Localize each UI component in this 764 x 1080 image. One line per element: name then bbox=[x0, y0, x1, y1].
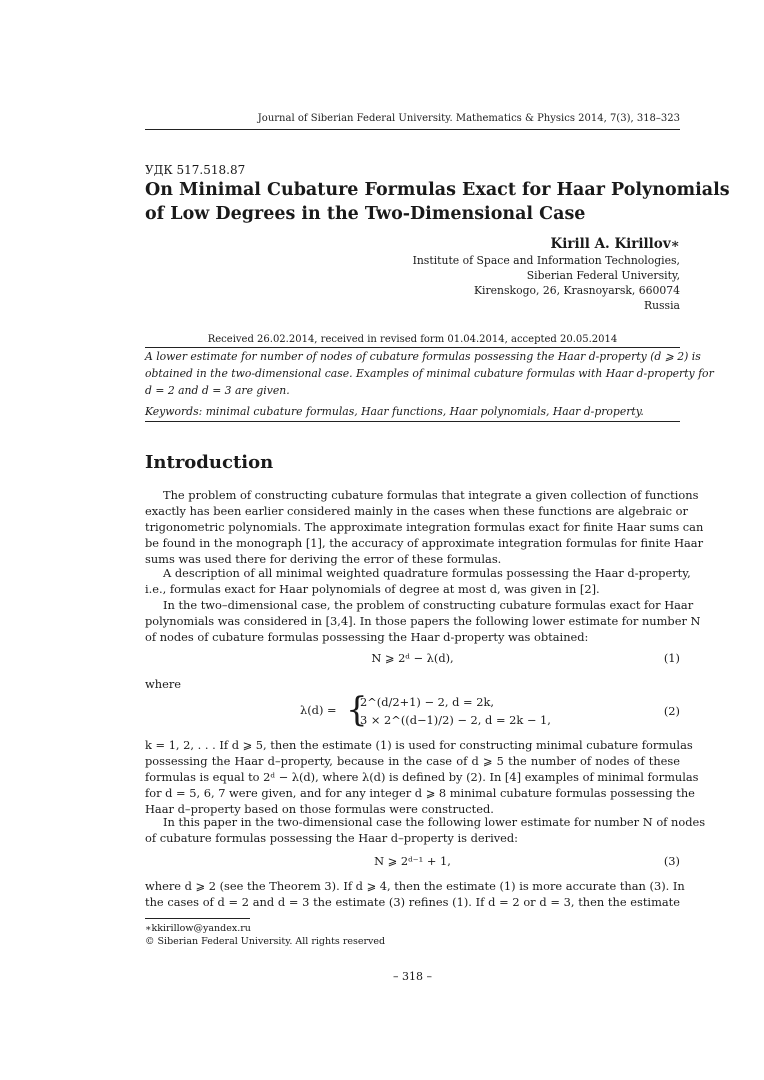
text-line: In the two–dimensional case, the problem of constructing cubature formulas exact for Haar bbox=[163, 598, 694, 612]
paragraph-6 bbox=[145, 878, 685, 910]
equation-3 bbox=[145, 854, 680, 872]
affiliation-line: Russia bbox=[643, 299, 680, 312]
affiliation-line: Kirenskogo, 26, Krasnoyarsk, 660074 bbox=[473, 284, 680, 297]
received-dates: Received 26.02.2014, received in revised form 01.04.2014, accepted 20.05.2014 bbox=[207, 334, 618, 345]
title-line-2: of Low Degrees in the Two-Dimensional Case bbox=[145, 204, 586, 224]
affiliation bbox=[380, 253, 680, 313]
equation-1-body: N ⩾ 2ᵈ − λ(d), bbox=[371, 651, 454, 665]
abstract-line: obtained in the two-dimensional case. Examples of minimal cubature formulas with Haar d-property for bbox=[145, 367, 714, 380]
journal-header: Journal of Siberian Federal University. Mathematics & Physics 2014, 7(3), 318–323 bbox=[257, 113, 680, 124]
title-line-1: On Minimal Cubature Formulas Exact for Haar Polynomials bbox=[145, 180, 730, 200]
abstract bbox=[145, 348, 714, 399]
text-line: trigonometric polynomials. The approximate integration formulas exact for finite Haar sums can bbox=[145, 520, 704, 534]
text-line: be found in the monograph [1], the accuracy of approximate integration formulas for finite Haar bbox=[145, 536, 704, 550]
abstract-line: d = 2 and d = 3 are given. bbox=[145, 384, 290, 397]
author-name: Kirill A. Kirillov∗ bbox=[550, 236, 680, 252]
text-line: of cubature formulas possessing the Haar d–property is derived: bbox=[145, 831, 519, 845]
text-line: sums was used there for deriving the error of these formulas. bbox=[145, 552, 502, 566]
text-line: A description of all minimal weighted quadrature formulas possessing the Haar d-property, bbox=[163, 566, 691, 580]
affiliation-line: Siberian Federal University, bbox=[526, 269, 680, 282]
equation-2-case-1: 2^(d/2+1) − 2, d = 2k, bbox=[360, 695, 494, 709]
text-line: of nodes of cubature formulas possessing the Haar d-property was obtained: bbox=[145, 630, 589, 644]
keywords: Keywords: minimal cubature formulas, Haar functions, Haar polynomials, Haar d-property. bbox=[145, 405, 644, 418]
equation-3-number: (3) bbox=[663, 854, 680, 868]
paragraph-3 bbox=[145, 597, 701, 645]
abstract-bottom-rule bbox=[145, 421, 680, 422]
page-number: – 318 – bbox=[393, 970, 432, 983]
text-line: for d = 5, 6, 7 were given, and for any integer d ⩾ 8 minimal cubature formulas possessing the bbox=[145, 786, 695, 800]
header-rule bbox=[145, 129, 680, 130]
section-title: Introduction bbox=[145, 452, 274, 473]
text-line: possessing the Haar d–property, because in the case of d ⩾ 5 the number of nodes of these bbox=[145, 754, 680, 768]
text-line: where d ⩾ 2 (see the Theorem 3). If d ⩾ 4, then the estimate (1) is more accurate than (3). In bbox=[145, 879, 685, 893]
footnote-copyright: © Siberian Federal University. All rights reserved bbox=[145, 936, 386, 947]
footnote-rule bbox=[145, 918, 250, 919]
paper-title bbox=[145, 178, 730, 226]
paragraph-2 bbox=[145, 565, 691, 597]
equation-2-lhs: λ(d) = bbox=[300, 703, 337, 717]
equation-2-brace: { bbox=[346, 690, 368, 730]
equation-1-number: (1) bbox=[663, 651, 680, 665]
equation-1 bbox=[145, 651, 680, 669]
udk-code: УДК 517.518.87 bbox=[145, 163, 246, 177]
text-line: formulas is equal to 2ᵈ − λ(d), where λ(d) is defined by (2). In [4] examples of minimal formulas bbox=[145, 770, 699, 784]
paragraph-4 bbox=[145, 737, 699, 817]
equation-2-case-2: 3 × 2^((d−1)/2) − 2, d = 2k − 1, bbox=[360, 713, 551, 727]
text-line: the cases of d = 2 and d = 3 the estimate (3) refines (1). If d = 2 or d = 3, then the estimate bbox=[145, 895, 680, 909]
paragraph-1 bbox=[145, 487, 704, 567]
text-line: polynomials was considered in [3,4]. In those papers the following lower estimate for number N bbox=[145, 614, 701, 628]
text-line: The problem of constructing cubature formulas that integrate a given collection of functions bbox=[163, 488, 699, 502]
text-line: i.e., formulas exact for Haar polynomials of degree at most d, was given in [2]. bbox=[145, 582, 600, 596]
text-line: Haar d–property based on those formulas were constructed. bbox=[145, 802, 494, 816]
equation-3-body: N ⩾ 2ᵈ⁻¹ + 1, bbox=[374, 854, 451, 868]
where-label: where bbox=[145, 677, 182, 691]
abstract-line: A lower estimate for number of nodes of cubature formulas possessing the Haar d-property (d ⩾ 2) is bbox=[145, 350, 701, 363]
paragraph-5 bbox=[145, 814, 706, 846]
text-line: exactly has been earlier considered mainly in the cases when these functions are algebraic or bbox=[145, 504, 688, 518]
affiliation-line: Institute of Space and Information Technologies, bbox=[412, 254, 680, 267]
text-line: k = 1, 2, . . . If d ⩾ 5, then the estimate (1) is used for constructing minimal cubature formulas bbox=[145, 738, 693, 752]
text-line: In this paper in the two-dimensional case the following lower estimate for number N of nodes bbox=[163, 815, 706, 829]
footnote-email: ∗kkirillow@yandex.ru bbox=[145, 923, 251, 934]
equation-2-number: (2) bbox=[663, 704, 680, 718]
